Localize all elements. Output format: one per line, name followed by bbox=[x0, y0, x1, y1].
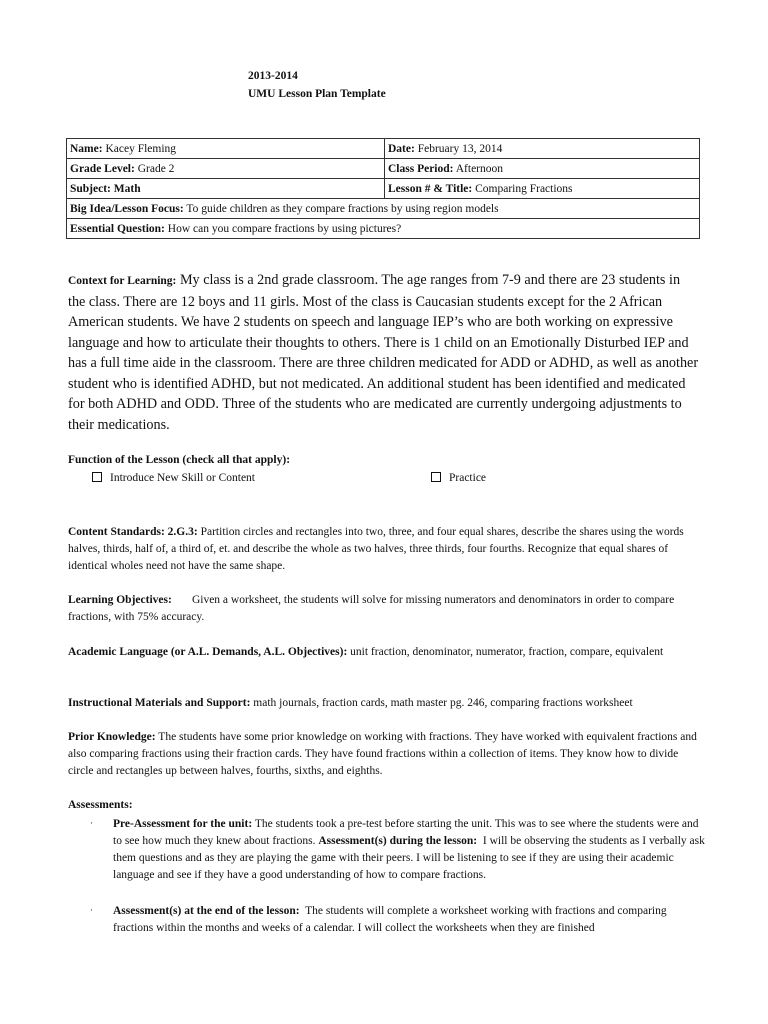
academic-text: unit fraction, denominator, numerator, fraction, compare, equivalent bbox=[350, 646, 664, 658]
academic-label: Academic Language (or A.L. Demands, A.L. Objectives): bbox=[68, 646, 348, 658]
assessments-heading: Assessments: bbox=[68, 799, 133, 811]
checkbox-label: Introduce New Skill or Content bbox=[110, 472, 256, 484]
document-title: UMU Lesson Plan Template bbox=[248, 88, 386, 100]
lesson-title-cell: Lesson # & Title: Comparing Fractions bbox=[385, 179, 700, 199]
pre-assessment-item bbox=[113, 816, 705, 884]
instructional-materials bbox=[68, 695, 700, 712]
standards-text: Partition circles and rectangles into two, three, and four equal shares, describe the shares using the words halves, thirds, half of, a third of, et. and describe the whole as two halves, three thirds, four fourths. Recognize that equal shares of identical wholes need not have the same shape. bbox=[68, 526, 684, 572]
period-cell: Class Period: Afternoon bbox=[385, 159, 700, 179]
subject-cell: Subject: Math bbox=[67, 179, 385, 199]
materials-text: math journals, fraction cards, math master pg. 246, comparing fractions worksheet bbox=[253, 697, 633, 709]
prior-knowledge bbox=[68, 729, 700, 780]
grade-cell: Grade Level: Grade 2 bbox=[67, 159, 385, 179]
context-text: My class is a 2nd grade classroom. The age ranges from 7-9 and there are 23 students in the class. There are 12 boys and 11 girls. Most of the class is Caucasian students except for the 2 African American students. We have 2 students on speech and language IEP’s who are both working on expressive language and how to articulate their thoughts to others. There is 1 child on an Emotionally Disturbed IEP and has a full time aide in the classroom. There are three children medicated for ADD or ADHD, as well as another student who is identified ADHD, but not medicated. An additional student has been identified and medicated for both ADHD and ODD. Three of the students who are medicated are currently undergoing adjustments to their medications. bbox=[68, 272, 699, 433]
standards-label: Content Standards: 2.G.3: bbox=[68, 526, 198, 538]
date-cell: Date: February 13, 2014 bbox=[385, 139, 700, 159]
content-standards bbox=[68, 524, 700, 575]
table-row bbox=[67, 159, 700, 179]
prior-label: Prior Knowledge: bbox=[68, 731, 156, 743]
end-assessment-text: The students will complete a worksheet working with fractions and comparing fractions within the months and weeks of a calendar. I will collect the worksheets when they are finished bbox=[113, 905, 667, 934]
table-row bbox=[67, 219, 700, 239]
academic-language bbox=[68, 644, 700, 661]
context-label: Context for Learning: bbox=[68, 275, 177, 287]
table-row bbox=[67, 179, 700, 199]
table-row bbox=[67, 139, 700, 159]
pre-assessment-label: Pre-Assessment for the unit: bbox=[113, 818, 253, 830]
learning-objectives bbox=[68, 592, 700, 626]
checkbox-practice[interactable] bbox=[431, 472, 486, 484]
checkbox-label: Practice bbox=[449, 472, 487, 484]
during-assessment-text: I will be observing the students as I verbally ask them questions and as they are playing the game with their peers. I will be listening to see if they are using their academic language and see if they have a good understanding of how to compare fractions. bbox=[113, 835, 705, 881]
function-heading: Function of the Lesson (check all that apply): bbox=[68, 454, 291, 466]
end-assessment-label: Assessment(s) at the end of the lesson: bbox=[113, 905, 300, 917]
school-year: 2013-2014 bbox=[248, 70, 298, 82]
table-row bbox=[67, 199, 700, 219]
end-assessment-item bbox=[113, 903, 705, 937]
during-assessment-label: Assessment(s) during the lesson: bbox=[318, 835, 478, 847]
bullet-icon: · bbox=[90, 818, 93, 828]
prior-text: The students have some prior knowledge on working with fractions. They have worked with equivalent fractions and also comparing fractions using their fraction cards. They have found fractions within a collection of items. They know how to divide circle and rectangles up between halves, fourths, sixths, and eighths. bbox=[68, 731, 697, 777]
materials-label: Instructional Materials and Support: bbox=[68, 697, 251, 709]
essential-question-cell: Essential Question: How can you compare fractions by using pictures? bbox=[67, 219, 700, 239]
checkbox-icon[interactable] bbox=[92, 472, 102, 482]
objectives-label: Learning Objectives: bbox=[68, 594, 172, 606]
name-cell: Name: Kacey Fleming bbox=[67, 139, 385, 159]
checkbox-icon[interactable] bbox=[431, 472, 441, 482]
lesson-info-table bbox=[66, 138, 700, 239]
bullet-icon: · bbox=[90, 905, 93, 915]
checkbox-introduce[interactable] bbox=[92, 472, 255, 484]
pre-assessment-text: The students took a pre-test before starting the unit. This was to see where the students were and to see how much they knew about fractions. bbox=[113, 818, 699, 847]
objectives-text: Given a worksheet, the students will solve for missing numerators and denominators in order to compare fractions, with 75% accuracy. bbox=[68, 594, 675, 623]
lesson-focus-cell: Big Idea/Lesson Focus: To guide children as they compare fractions by using region models bbox=[67, 199, 700, 219]
context-for-learning bbox=[68, 270, 700, 435]
